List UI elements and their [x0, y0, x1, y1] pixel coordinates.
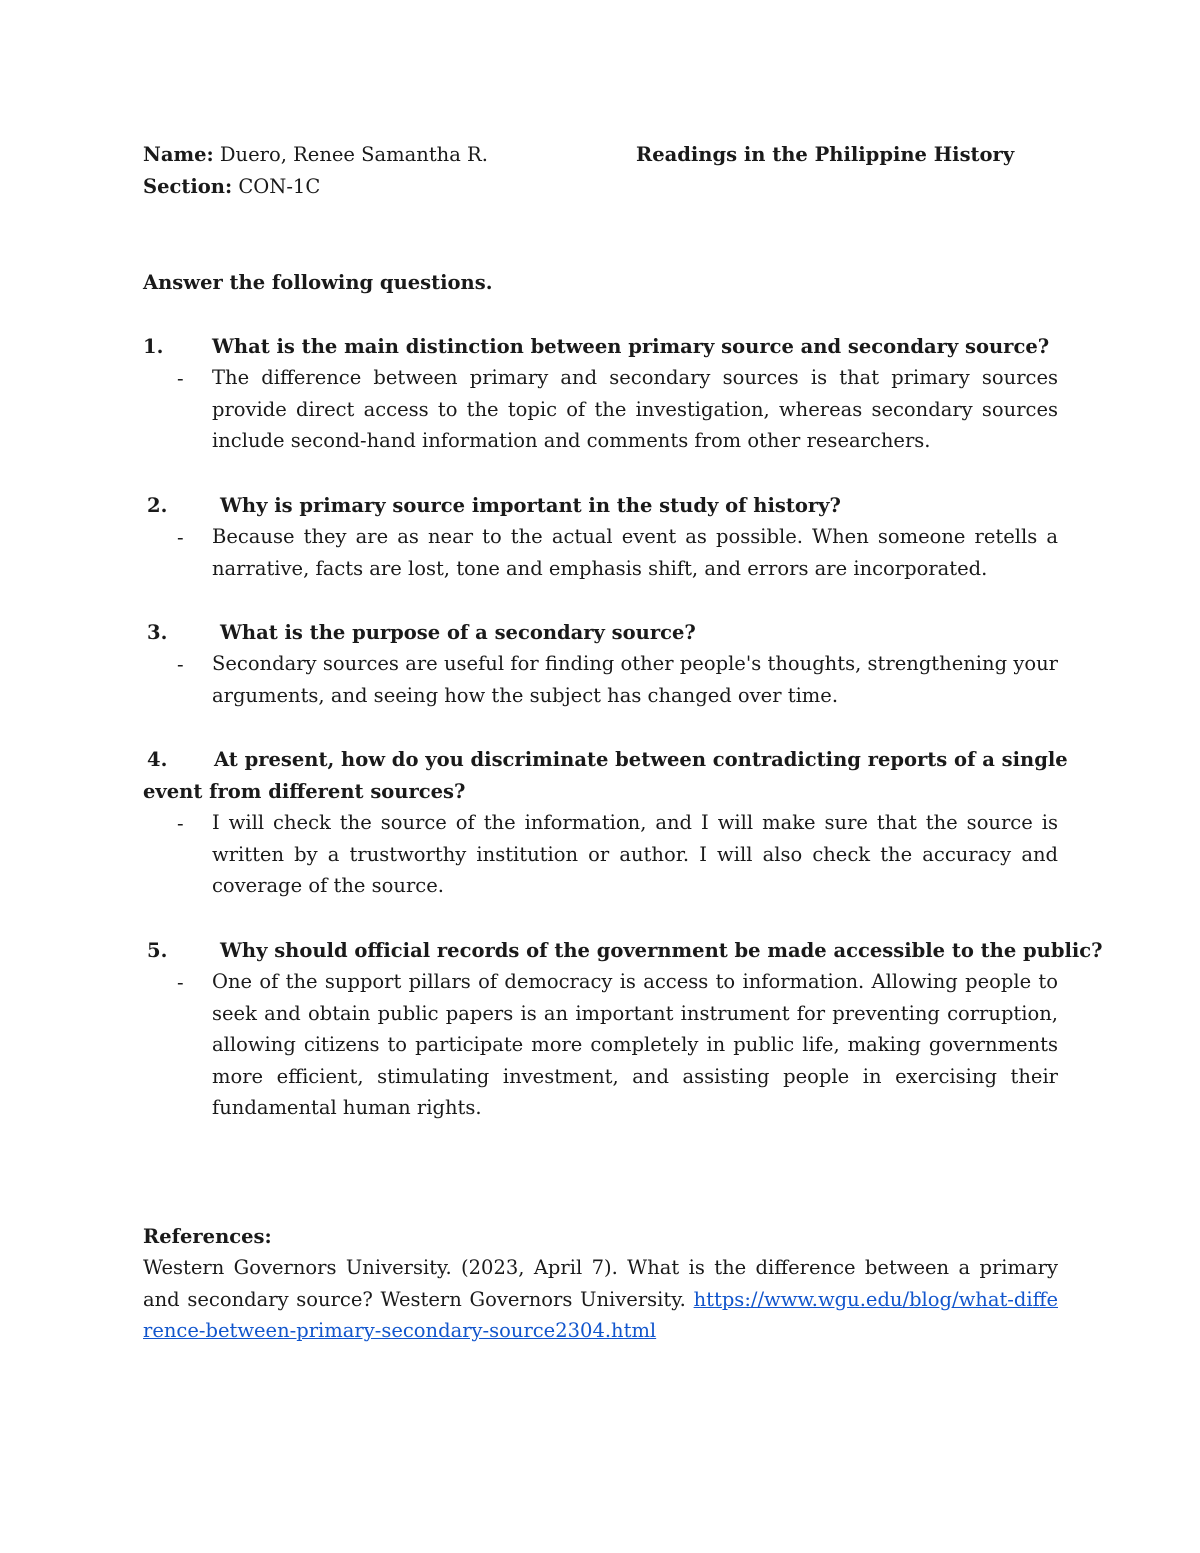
name-value: Duero, Renee Samantha R. — [219, 143, 488, 166]
question-number: 2. — [147, 494, 168, 517]
section-line — [143, 175, 320, 199]
section-value: CON-1C — [238, 175, 321, 198]
question-text-line1: At present, how do you discriminate between contradicting reports of a single — [214, 748, 1068, 771]
reference-citation: Western Governors University. (2023, April 7). What is the difference between a primary and secondary source? Western Governors University. — [143, 1256, 1058, 1311]
answer-text: Because they are as near to the actual event as possible. When someone retells a narrative, facts are lost, tone and emphasis shift, and errors are incorporated. — [212, 525, 1058, 580]
course-title: Readings in the Philippine History — [636, 143, 1015, 166]
answer-text: Secondary sources are useful for finding other people's thoughts, strengthening your arguments, and seeing how the subject has changed over time. — [212, 652, 1058, 707]
question-number: 4. — [147, 748, 168, 771]
section-label: Section: — [143, 175, 233, 198]
answer-text: One of the support pillars of democracy is access to information. Allowing people to seek and obtain public papers is an important instrument for preventing corruption, allowing citizens to participate more completely in public life, making governments more efficient, stimulating investment, and assisting people in exercising their fundamental human rights. — [212, 970, 1058, 1120]
question-text: What is the purpose of a secondary source? — [220, 621, 696, 644]
name-line — [143, 143, 488, 167]
answer-text: The difference between primary and secondary sources is that primary sources provide direct access to the topic of the investigation, whereas secondary sources include second-hand information and comments from other researchers. — [212, 366, 1058, 453]
question-text: Why should official records of the government be made accessible to the public? — [220, 939, 1103, 962]
question-text-line2: event from different sources? — [143, 780, 466, 803]
name-label: Name: — [143, 143, 214, 166]
answer-dash: - — [177, 812, 184, 835]
question-text: What is the main distinction between primary source and secondary source? — [212, 335, 1050, 358]
answer-text: I will check the source of the information, and I will make sure that the source is written by a trustworthy institution or author. I will also check the accuracy and coverage of the source. — [212, 811, 1058, 898]
question-number: 3. — [147, 621, 168, 644]
instruction: Answer the following questions. — [143, 271, 493, 294]
answer-dash: - — [177, 971, 184, 994]
reference-link[interactable]: https://www.wgu.edu/blog/what-difference-between-primary-secondary-source2304.html — [143, 1287, 1058, 1343]
reference-entry — [143, 1252, 1058, 1347]
answer-dash: - — [177, 367, 184, 390]
answer-dash: - — [177, 526, 184, 549]
answer-dash: - — [177, 653, 184, 676]
question-text: Why is primary source important in the study of history? — [220, 494, 841, 517]
question-number: 5. — [147, 939, 168, 962]
references-heading: References: — [143, 1225, 272, 1248]
question-number: 1. — [143, 335, 164, 358]
